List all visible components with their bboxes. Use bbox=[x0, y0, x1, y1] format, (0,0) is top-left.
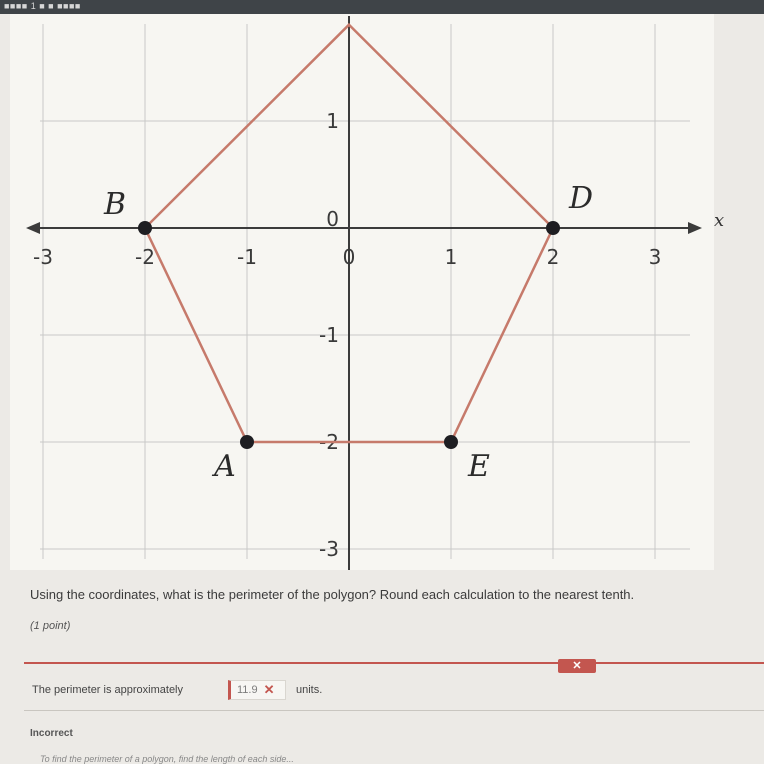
answer-prefix: The perimeter is approximately bbox=[32, 684, 184, 696]
window-title: ■■■■ 1 ■ ■ ■■■■ bbox=[4, 1, 81, 11]
vertex-B bbox=[138, 221, 152, 235]
x-tick-label: -2 bbox=[135, 245, 155, 269]
x-axis-label: x bbox=[714, 210, 725, 231]
x-tick-label: -3 bbox=[33, 245, 53, 269]
x-tick-label: 0 bbox=[342, 245, 356, 269]
y-tick-label: 1 bbox=[326, 109, 339, 133]
vertex-A bbox=[240, 435, 254, 449]
vertex-label-A: A bbox=[214, 449, 236, 484]
y-tick-label: -3 bbox=[319, 537, 339, 561]
coordinate-plane bbox=[0, 14, 764, 574]
x-tick-label: 3 bbox=[648, 245, 662, 269]
answer-bottom-border bbox=[24, 710, 764, 711]
feedback-hint: To find the perimeter of a polygon, find the length of each side... bbox=[40, 754, 294, 764]
vertex-label-D: D bbox=[568, 181, 594, 216]
x-tick-label: 1 bbox=[444, 245, 458, 269]
coordinate-plane-svg bbox=[0, 14, 764, 574]
vertex-D bbox=[546, 221, 560, 235]
perimeter-input[interactable] bbox=[228, 680, 286, 700]
vertex-E bbox=[444, 435, 458, 449]
y-tick-label: -1 bbox=[319, 323, 339, 347]
perimeter-input-value: 11.9 bbox=[237, 684, 258, 696]
vertex-label-B: B bbox=[103, 187, 127, 222]
answer-top-border bbox=[24, 662, 764, 664]
window-top-bar bbox=[0, 0, 764, 14]
vertex-label-E: E bbox=[468, 449, 490, 484]
plot-background bbox=[10, 14, 714, 570]
y-tick-label: -2 bbox=[319, 430, 339, 454]
close-icon: ✕ bbox=[263, 682, 275, 697]
x-tick-label: 2 bbox=[546, 245, 560, 269]
incorrect-badge: ✕ bbox=[558, 659, 596, 673]
result-status: Incorrect bbox=[30, 728, 73, 739]
y-tick-label: 0 bbox=[326, 207, 339, 231]
x-tick-label: -1 bbox=[237, 245, 257, 269]
points-value: (1 point) bbox=[30, 620, 71, 632]
answer-units: units. bbox=[296, 684, 323, 696]
answer-row bbox=[24, 662, 764, 712]
question-text: Using the coordinates, what is the perimeter of the polygon? Round each calculation to the nearest tenth. bbox=[30, 587, 635, 602]
